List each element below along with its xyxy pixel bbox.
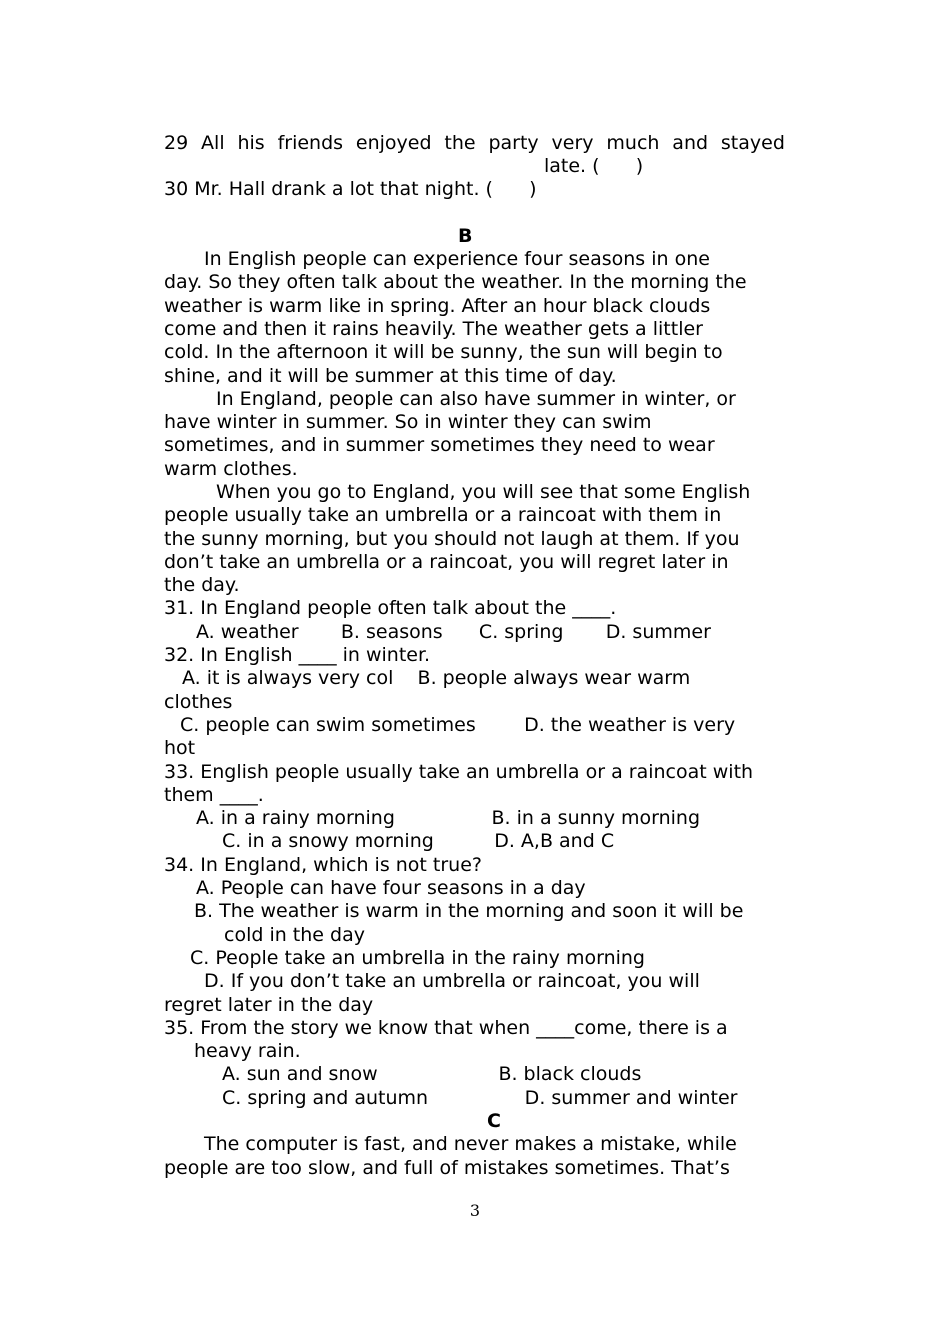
passage-line: In England, people can also have summer in winter, or — [216, 388, 736, 410]
section-b-heading: B — [458, 225, 473, 247]
question-32-options: A. it is always very col B. people always wear warm — [182, 667, 691, 689]
question-35-cont: heavy rain. — [194, 1040, 301, 1062]
passage-line: The computer is fast, and never makes a mistake, while — [204, 1133, 737, 1155]
question-31-options: A. weather B. seasons C. spring D. summer — [196, 621, 711, 643]
question-34-option-b-cont: cold in the day — [224, 924, 365, 946]
section-c-heading: C — [487, 1110, 501, 1132]
word: much — [606, 132, 660, 154]
question-33-options: A. in a rainy morning B. in a sunny morning — [196, 807, 701, 829]
question-33: 33. English people usually take an umbrella or a raincoat with — [164, 761, 754, 783]
question-33-cont: them ____. — [164, 784, 264, 806]
word: 29 — [164, 132, 189, 154]
passage-line: have winter in summer. So in winter they can swim — [164, 411, 652, 433]
passage-line: sometimes, and in summer sometimes they need to wear — [164, 434, 715, 456]
question-32-options-cont: clothes — [164, 691, 233, 713]
passage-line: don’t take an umbrella or a raincoat, you will regret later in — [164, 551, 729, 573]
word: party — [488, 132, 539, 154]
word: and — [672, 132, 709, 154]
question-34-option-b: B. The weather is warm in the morning and soon it will be — [194, 900, 744, 922]
word: stayed — [720, 132, 785, 154]
passage-line: In English people can experience four seasons in one — [204, 248, 710, 270]
passage-line: cold. In the afternoon it will be sunny, the sun will begin to — [164, 341, 723, 363]
question-29-line1 — [164, 132, 785, 155]
question-33-options: C. in a snowy morning D. A,B and C — [222, 830, 615, 852]
word: enjoyed — [355, 132, 432, 154]
passage-line: the day. — [164, 574, 240, 596]
word: friends — [277, 132, 344, 154]
passage-line: the sunny morning, but you should not laugh at them. If you — [164, 528, 740, 550]
question-35-options: C. spring and autumn D. summer and winter — [222, 1087, 738, 1109]
page-number: 3 — [469, 1201, 481, 1220]
passage-line: come and then it rains heavily. The weather gets a littler — [164, 318, 703, 340]
question-31: 31. In England people often talk about the ____. — [164, 597, 617, 619]
passage-line: people are too slow, and full of mistakes sometimes. That’s — [164, 1157, 730, 1179]
passage-line: warm clothes. — [164, 458, 298, 480]
question-30: 30 Mr. Hall drank a lot that night. ( ) — [164, 178, 537, 200]
passage-line: people usually take an umbrella or a raincoat with them in — [164, 504, 722, 526]
question-34-option-d-cont: regret later in the day — [164, 994, 374, 1016]
question-34-option-a: A. People can have four seasons in a day — [196, 877, 586, 899]
passage-line: day. So they often talk about the weather. In the morning the — [164, 271, 747, 293]
word: very — [551, 132, 594, 154]
question-29-line2: late. ( ) — [544, 155, 644, 177]
question-32-options: C. people can swim sometimes D. the weather is very — [180, 714, 736, 736]
word: All — [201, 132, 225, 154]
question-35: 35. From the story we know that when ____come, there is a — [164, 1017, 728, 1039]
word: his — [237, 132, 265, 154]
passage-line: When you go to England, you will see that some English — [216, 481, 751, 503]
question-34-option-d: D. If you don’t take an umbrella or raincoat, you will — [204, 970, 700, 992]
question-34-option-c: C. People take an umbrella in the rainy morning — [190, 947, 645, 969]
question-35-options: A. sun and snow B. black clouds — [222, 1063, 642, 1085]
question-32-options-cont: hot — [164, 737, 196, 759]
word: the — [444, 132, 476, 154]
passage-line: weather is warm like in spring. After an hour black clouds — [164, 295, 711, 317]
question-32: 32. In English ____ in winter. — [164, 644, 431, 666]
question-34: 34. In England, which is not true? — [164, 854, 482, 876]
passage-line: shine, and it will be summer at this time of day. — [164, 365, 617, 387]
